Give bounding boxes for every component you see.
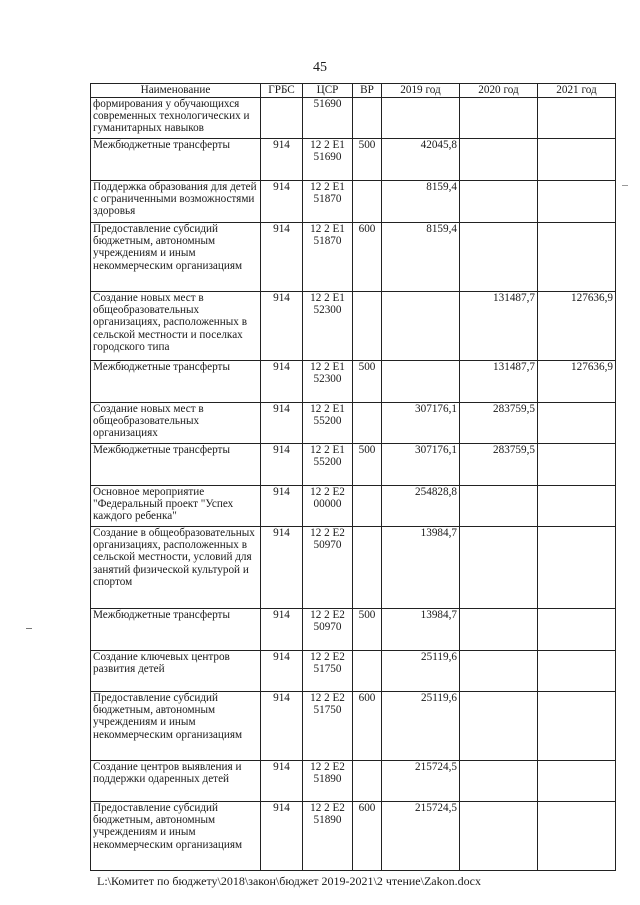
row-value-2019: 8159,4 [382,181,460,223]
row-vr: 500 [353,361,382,403]
row-grbs: 914 [261,802,303,871]
row-value-2021 [538,223,616,292]
row-value-2019: 215724,5 [382,802,460,871]
row-value-2019: 42045,8 [382,139,460,181]
table-row [91,692,616,761]
table-row [91,651,616,692]
row-value-2021 [538,486,616,527]
table-row [91,223,616,292]
row-vr [353,651,382,692]
row-vr [353,527,382,609]
row-grbs: 914 [261,292,303,361]
row-grbs [261,98,303,139]
row-vr: 600 [353,802,382,871]
page-number: 45 [313,60,327,75]
row-value-2019: 25119,6 [382,651,460,692]
table-row [91,761,616,802]
row-name: Создание в общеобразовательных организациях, расположенных в сельской местности, условий для занятий физической культурой и спортом [91,527,261,609]
row-vr [353,761,382,802]
row-csr: 12 2 E1 52300 [303,361,353,403]
row-grbs: 914 [261,692,303,761]
row-value-2020: 283759,5 [460,403,538,444]
header-2021: 2021 год [538,84,616,98]
row-grbs: 914 [261,403,303,444]
table-row [91,403,616,444]
row-vr [353,98,382,139]
table-row [91,292,616,361]
margin-mark [26,628,32,629]
table-row [91,609,616,651]
row-csr: 12 2 E1 55200 [303,444,353,486]
row-grbs: 914 [261,181,303,223]
row-vr: 500 [353,139,382,181]
table-row [91,527,616,609]
row-value-2021 [538,444,616,486]
row-name: Межбюджетные трансферты [91,139,261,181]
row-vr: 600 [353,223,382,292]
row-value-2021 [538,181,616,223]
row-name: Межбюджетные трансферты [91,444,261,486]
row-value-2019: 215724,5 [382,761,460,802]
row-value-2021: 127636,9 [538,292,616,361]
row-csr: 12 2 E1 51870 [303,223,353,292]
row-csr: 12 2 E2 51750 [303,692,353,761]
row-grbs: 914 [261,139,303,181]
row-value-2019: 8159,4 [382,223,460,292]
row-value-2019: 307176,1 [382,444,460,486]
row-vr: 500 [353,609,382,651]
row-name: Основное мероприятие "Федеральный проект "Успех каждого ребенка" [91,486,261,527]
header-csr: ЦСР [303,84,353,98]
row-csr: 12 2 E1 52300 [303,292,353,361]
row-value-2021 [538,651,616,692]
header-name: Наименование [91,84,261,98]
row-name: Межбюджетные трансферты [91,361,261,403]
row-value-2020: 283759,5 [460,444,538,486]
row-grbs: 914 [261,444,303,486]
row-name: Поддержка образования для детей с ограниченными возможностями здоровья [91,181,261,223]
row-csr: 12 2 E1 51690 [303,139,353,181]
table-row [91,361,616,403]
table-row [91,139,616,181]
table-header-row [91,84,616,98]
row-grbs: 914 [261,651,303,692]
row-value-2021 [538,403,616,444]
row-csr: 12 2 E2 51750 [303,651,353,692]
row-value-2021 [538,692,616,761]
row-grbs: 914 [261,361,303,403]
row-value-2019 [382,361,460,403]
row-name: Межбюджетные трансферты [91,609,261,651]
row-value-2021 [538,761,616,802]
row-csr: 12 2 E2 51890 [303,761,353,802]
header-2019: 2019 год [382,84,460,98]
row-value-2021 [538,802,616,871]
row-value-2020: 131487,7 [460,292,538,361]
footer-file-path: L:\Комитет по бюджету\2018\закон\бюджет 2019-2021\2 чтение\Zakon.docx [97,874,481,888]
row-csr: 12 2 E1 55200 [303,403,353,444]
row-csr: 12 2 E2 00000 [303,486,353,527]
row-csr: 12 2 E2 50970 [303,609,353,651]
row-value-2021 [538,527,616,609]
budget-table [90,83,616,871]
row-csr: 51690 [303,98,353,139]
row-value-2019: 13984,7 [382,609,460,651]
row-csr: 12 2 E2 50970 [303,527,353,609]
table-row [91,486,616,527]
header-grbs: ГРБС [261,84,303,98]
row-value-2020 [460,98,538,139]
row-value-2020 [460,651,538,692]
row-value-2019: 13984,7 [382,527,460,609]
row-vr [353,181,382,223]
row-value-2021 [538,98,616,139]
row-vr [353,403,382,444]
row-name: Создание центров выявления и поддержки одаренных детей [91,761,261,802]
row-vr: 500 [353,444,382,486]
row-grbs: 914 [261,527,303,609]
row-name: Предоставление субсидий бюджетным, автономным учреждениям и иным некоммерческим организациям [91,223,261,292]
table-row [91,181,616,223]
row-grbs: 914 [261,609,303,651]
row-value-2019: 307176,1 [382,403,460,444]
table-body [91,98,616,871]
row-name: формирования у обучающихся современных технологических и гуманитарных навыков [91,98,261,139]
header-vr: ВР [353,84,382,98]
row-value-2020 [460,139,538,181]
row-csr: 12 2 E2 51890 [303,802,353,871]
row-name: Создание ключевых центров развития детей [91,651,261,692]
row-value-2020 [460,609,538,651]
row-name: Создание новых мест в общеобразовательных организациях [91,403,261,444]
table-row [91,444,616,486]
row-name: Предоставление субсидий бюджетным, автономным учреждениям и иным некоммерческим организациям [91,802,261,871]
table-row [91,98,616,139]
row-csr: 12 2 E1 51870 [303,181,353,223]
row-name: Создание новых мест в общеобразовательных организациях, расположенных в сельской местности и поселках городского типа [91,292,261,361]
row-value-2021 [538,609,616,651]
row-value-2019: 254828,8 [382,486,460,527]
row-value-2020 [460,223,538,292]
row-value-2020 [460,761,538,802]
row-grbs: 914 [261,223,303,292]
row-value-2020 [460,181,538,223]
row-value-2020 [460,802,538,871]
row-vr: 600 [353,692,382,761]
row-value-2021 [538,139,616,181]
row-value-2020 [460,527,538,609]
row-value-2020 [460,486,538,527]
row-value-2020 [460,692,538,761]
corner-mark [622,185,628,186]
table-row [91,802,616,871]
row-vr [353,486,382,527]
row-vr [353,292,382,361]
row-value-2020: 131487,7 [460,361,538,403]
row-grbs: 914 [261,486,303,527]
row-value-2019 [382,98,460,139]
row-value-2019: 25119,6 [382,692,460,761]
row-name: Предоставление субсидий бюджетным, автономным учреждениям и иным некоммерческим организациям [91,692,261,761]
row-value-2019 [382,292,460,361]
row-grbs: 914 [261,761,303,802]
row-value-2021: 127636,9 [538,361,616,403]
header-2020: 2020 год [460,84,538,98]
